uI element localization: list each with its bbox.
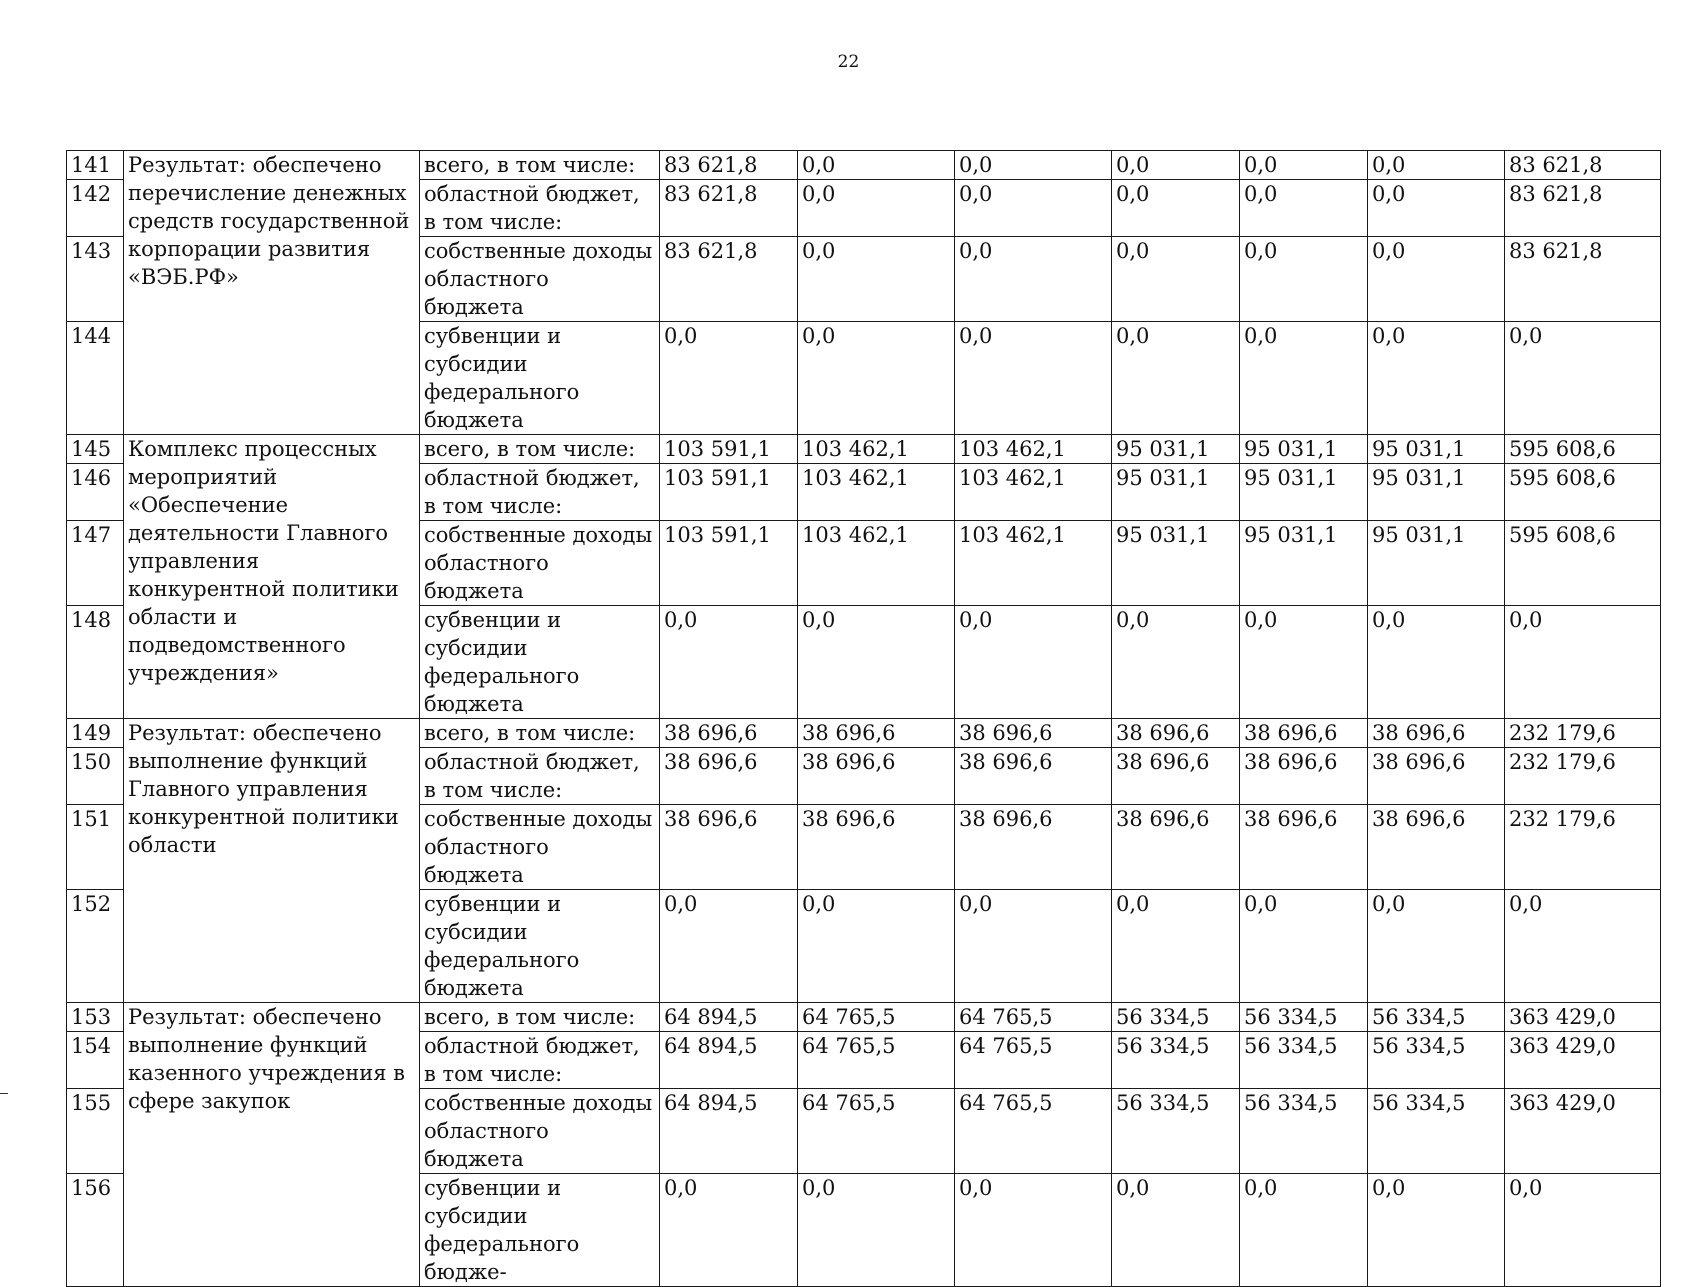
value-cell: 103 591,1	[660, 435, 798, 464]
value-cell: 95 031,1	[1240, 435, 1368, 464]
row-number: 155	[67, 1089, 124, 1174]
value-cell: 38 696,6	[1112, 805, 1240, 890]
value-cell: 38 696,6	[798, 805, 955, 890]
row-number: 154	[67, 1032, 124, 1089]
funding-source: собственные доходы областного бюджета	[420, 1089, 660, 1174]
value-cell: 38 696,6	[1368, 748, 1505, 805]
funding-source: субвенции и субсидии федерального бюдже-	[420, 1174, 660, 1287]
value-cell: 64 894,5	[660, 1003, 798, 1032]
row-number: 141	[67, 151, 124, 180]
funding-source: всего, в том числе:	[420, 435, 660, 464]
total-value-cell: 363 429,0	[1505, 1003, 1661, 1032]
row-number: 152	[67, 890, 124, 1003]
total-value-cell: 595 608,6	[1505, 435, 1661, 464]
value-cell: 38 696,6	[1240, 805, 1368, 890]
funding-source: всего, в том числе:	[420, 1003, 660, 1032]
value-cell: 83 621,8	[660, 180, 798, 237]
table-row	[67, 435, 1661, 464]
activity-description: Результат: обеспечено перечисление денежных средств государственной корпорации развития «ВЭБ.РФ»	[124, 151, 420, 435]
value-cell: 0,0	[1112, 237, 1240, 322]
total-value-cell: 83 621,8	[1505, 237, 1661, 322]
value-cell: 0,0	[798, 322, 955, 435]
value-cell: 103 462,1	[798, 464, 955, 521]
value-cell: 38 696,6	[798, 719, 955, 748]
total-value-cell: 232 179,6	[1505, 805, 1661, 890]
table-row	[67, 151, 1661, 180]
value-cell: 56 334,5	[1240, 1032, 1368, 1089]
value-cell: 0,0	[660, 606, 798, 719]
value-cell: 56 334,5	[1368, 1032, 1505, 1089]
value-cell: 0,0	[798, 1174, 955, 1287]
total-value-cell: 83 621,8	[1505, 151, 1661, 180]
value-cell: 83 621,8	[660, 151, 798, 180]
value-cell: 64 765,5	[955, 1032, 1112, 1089]
row-number: 156	[67, 1174, 124, 1287]
total-value-cell: 83 621,8	[1505, 180, 1661, 237]
total-value-cell: 363 429,0	[1505, 1032, 1661, 1089]
value-cell: 0,0	[1240, 237, 1368, 322]
value-cell: 0,0	[1112, 322, 1240, 435]
margin-mark	[0, 1093, 8, 1094]
funding-source: субвенции и субсидии федерального бюджета	[420, 322, 660, 435]
activity-description: Результат: обеспечено выполнение функций казенного учреждения в сфере закупок	[124, 1003, 420, 1287]
row-number: 144	[67, 322, 124, 435]
value-cell: 64 765,5	[798, 1003, 955, 1032]
value-cell: 0,0	[1368, 1174, 1505, 1287]
value-cell: 95 031,1	[1112, 521, 1240, 606]
funding-source: областной бюджет, в том числе:	[420, 180, 660, 237]
value-cell: 0,0	[1368, 606, 1505, 719]
total-value-cell: 0,0	[1505, 322, 1661, 435]
value-cell: 0,0	[660, 890, 798, 1003]
value-cell: 0,0	[1368, 322, 1505, 435]
value-cell: 0,0	[955, 890, 1112, 1003]
value-cell: 103 462,1	[955, 464, 1112, 521]
row-number: 153	[67, 1003, 124, 1032]
value-cell: 0,0	[798, 606, 955, 719]
value-cell: 0,0	[798, 237, 955, 322]
value-cell: 0,0	[660, 322, 798, 435]
funding-source: областной бюджет, в том числе:	[420, 464, 660, 521]
activity-description: Результат: обеспечено выполнение функций Главного управления конкурентной политики области	[124, 719, 420, 1003]
value-cell: 0,0	[798, 180, 955, 237]
value-cell: 64 894,5	[660, 1032, 798, 1089]
value-cell: 0,0	[1112, 180, 1240, 237]
total-value-cell: 232 179,6	[1505, 719, 1661, 748]
value-cell: 95 031,1	[1368, 521, 1505, 606]
value-cell: 38 696,6	[1368, 719, 1505, 748]
page-number: 22	[837, 52, 860, 72]
row-number: 142	[67, 180, 124, 237]
row-number: 147	[67, 521, 124, 606]
value-cell: 56 334,5	[1240, 1003, 1368, 1032]
funding-source: областной бюджет, в том числе:	[420, 748, 660, 805]
value-cell: 95 031,1	[1240, 464, 1368, 521]
funding-source: субвенции и субсидии федерального бюджета	[420, 890, 660, 1003]
total-value-cell: 363 429,0	[1505, 1089, 1661, 1174]
total-value-cell: 0,0	[1505, 890, 1661, 1003]
value-cell: 56 334,5	[1112, 1003, 1240, 1032]
value-cell: 83 621,8	[660, 237, 798, 322]
value-cell: 0,0	[1240, 1174, 1368, 1287]
total-value-cell: 595 608,6	[1505, 521, 1661, 606]
value-cell: 0,0	[1368, 237, 1505, 322]
row-number: 151	[67, 805, 124, 890]
funding-source: собственные доходы областного бюджета	[420, 237, 660, 322]
value-cell: 103 462,1	[955, 521, 1112, 606]
table-row	[67, 719, 1661, 748]
value-cell: 38 696,6	[1112, 748, 1240, 805]
value-cell: 56 334,5	[1368, 1089, 1505, 1174]
value-cell: 56 334,5	[1112, 1089, 1240, 1174]
table-row	[67, 1003, 1661, 1032]
value-cell: 0,0	[798, 151, 955, 180]
value-cell: 95 031,1	[1112, 464, 1240, 521]
value-cell: 38 696,6	[1112, 719, 1240, 748]
value-cell: 103 462,1	[955, 435, 1112, 464]
value-cell: 0,0	[955, 606, 1112, 719]
value-cell: 0,0	[1240, 606, 1368, 719]
value-cell: 56 334,5	[1240, 1089, 1368, 1174]
value-cell: 38 696,6	[1240, 748, 1368, 805]
value-cell: 103 462,1	[798, 521, 955, 606]
total-value-cell: 0,0	[1505, 1174, 1661, 1287]
activity-description: Комплекс процессных мероприятий «Обеспечение деятельности Главного управления конкурентной политики области и подведомственного учреждения»	[124, 435, 420, 719]
value-cell: 0,0	[955, 322, 1112, 435]
value-cell: 103 462,1	[798, 435, 955, 464]
value-cell: 0,0	[1368, 180, 1505, 237]
value-cell: 0,0	[660, 1174, 798, 1287]
row-number: 148	[67, 606, 124, 719]
value-cell: 0,0	[1240, 151, 1368, 180]
value-cell: 38 696,6	[660, 805, 798, 890]
value-cell: 0,0	[798, 890, 955, 1003]
value-cell: 38 696,6	[798, 748, 955, 805]
value-cell: 0,0	[955, 237, 1112, 322]
table-body	[67, 151, 1661, 1287]
value-cell: 56 334,5	[1368, 1003, 1505, 1032]
value-cell: 56 334,5	[1112, 1032, 1240, 1089]
value-cell: 103 591,1	[660, 521, 798, 606]
funding-source: всего, в том числе:	[420, 719, 660, 748]
total-value-cell: 595 608,6	[1505, 464, 1661, 521]
value-cell: 38 696,6	[955, 748, 1112, 805]
value-cell: 103 591,1	[660, 464, 798, 521]
value-cell: 0,0	[1240, 322, 1368, 435]
value-cell: 0,0	[955, 1174, 1112, 1287]
value-cell: 0,0	[1368, 151, 1505, 180]
total-value-cell: 0,0	[1505, 606, 1661, 719]
funding-source: собственные доходы областного бюджета	[420, 521, 660, 606]
funding-source: всего, в том числе:	[420, 151, 660, 180]
funding-source: субвенции и субсидии федерального бюджета	[420, 606, 660, 719]
value-cell: 95 031,1	[1240, 521, 1368, 606]
funding-source: собственные доходы областного бюджета	[420, 805, 660, 890]
total-value-cell: 232 179,6	[1505, 748, 1661, 805]
value-cell: 64 765,5	[955, 1003, 1112, 1032]
value-cell: 0,0	[1112, 151, 1240, 180]
value-cell: 64 894,5	[660, 1089, 798, 1174]
value-cell: 38 696,6	[1368, 805, 1505, 890]
value-cell: 0,0	[1112, 890, 1240, 1003]
row-number: 145	[67, 435, 124, 464]
value-cell: 0,0	[1368, 890, 1505, 1003]
value-cell: 0,0	[1112, 1174, 1240, 1287]
row-number: 146	[67, 464, 124, 521]
value-cell: 0,0	[1240, 180, 1368, 237]
row-number: 149	[67, 719, 124, 748]
value-cell: 0,0	[1240, 890, 1368, 1003]
value-cell: 95 031,1	[1112, 435, 1240, 464]
row-number: 150	[67, 748, 124, 805]
value-cell: 0,0	[1112, 606, 1240, 719]
value-cell: 38 696,6	[1240, 719, 1368, 748]
value-cell: 38 696,6	[660, 748, 798, 805]
budget-table	[66, 150, 1661, 1287]
value-cell: 0,0	[955, 180, 1112, 237]
value-cell: 64 765,5	[955, 1089, 1112, 1174]
value-cell: 38 696,6	[955, 805, 1112, 890]
value-cell: 0,0	[955, 151, 1112, 180]
value-cell: 64 765,5	[798, 1032, 955, 1089]
value-cell: 64 765,5	[798, 1089, 955, 1174]
value-cell: 38 696,6	[660, 719, 798, 748]
value-cell: 95 031,1	[1368, 435, 1505, 464]
row-number: 143	[67, 237, 124, 322]
value-cell: 95 031,1	[1368, 464, 1505, 521]
funding-source: областной бюджет, в том числе:	[420, 1032, 660, 1089]
value-cell: 38 696,6	[955, 719, 1112, 748]
